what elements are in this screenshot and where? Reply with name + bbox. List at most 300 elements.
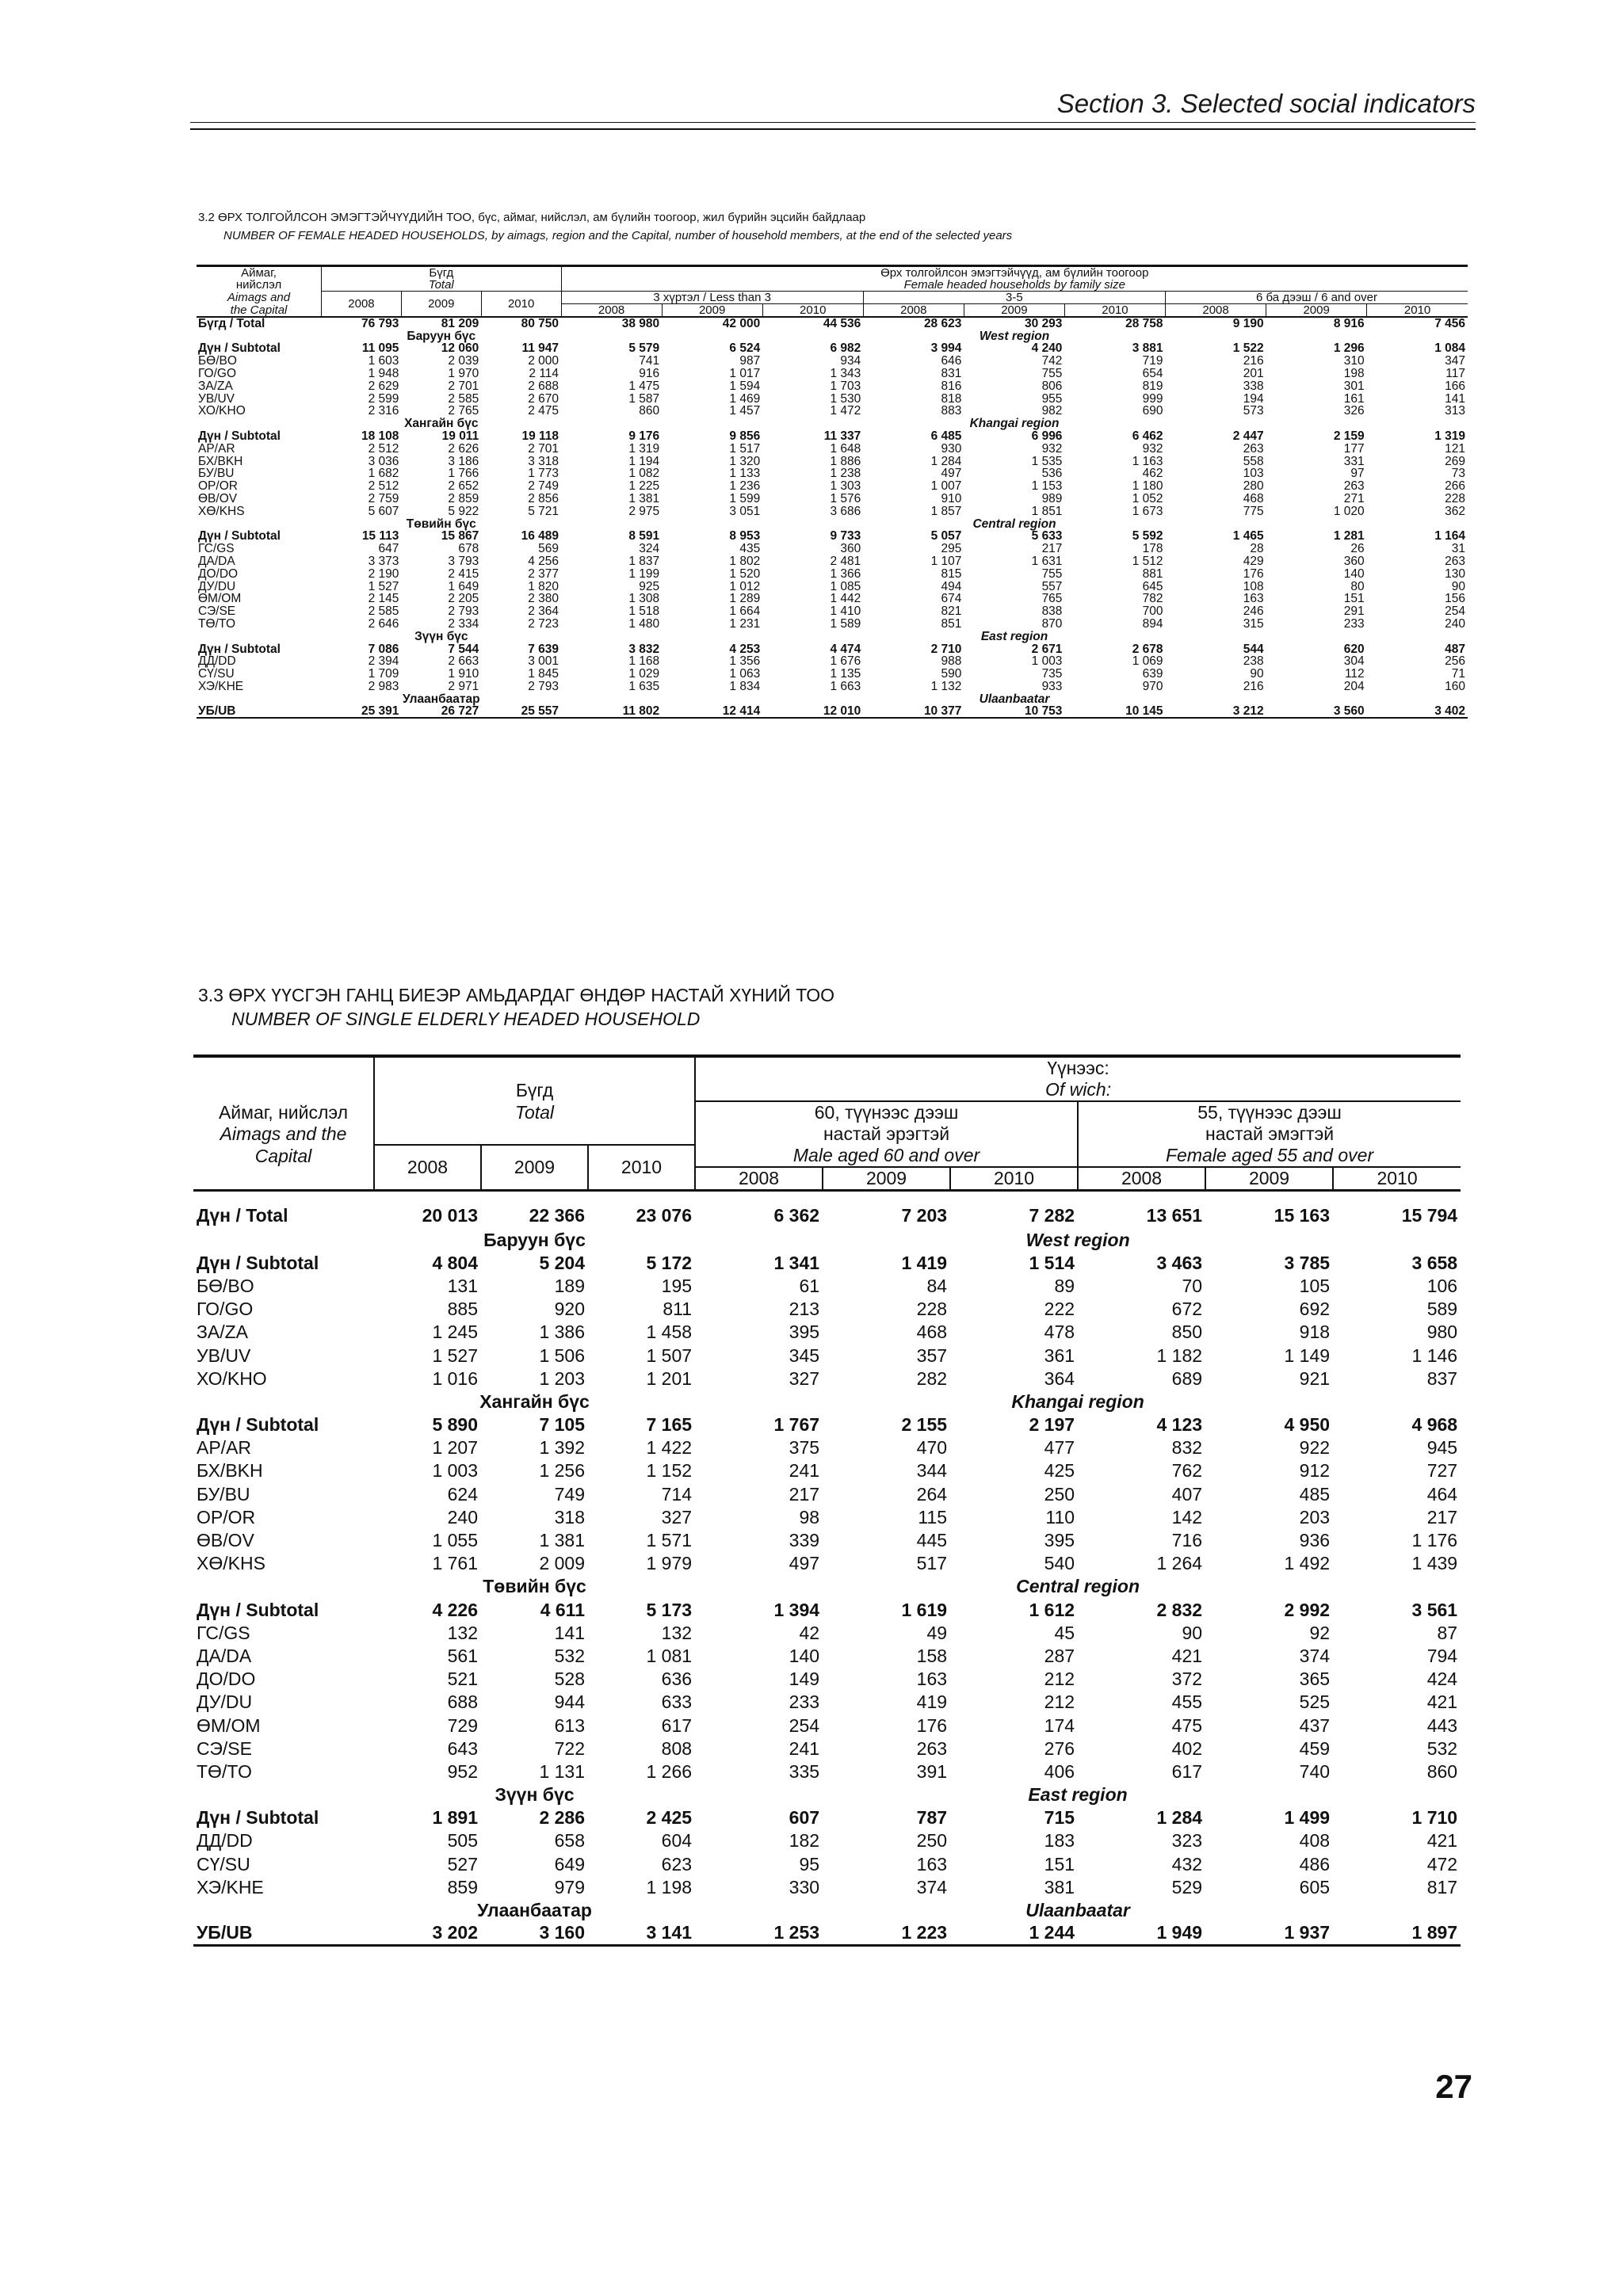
- row-label: Дүн / Subtotal: [198, 429, 281, 443]
- table-cell: 256: [1445, 654, 1465, 669]
- table-cell: 817: [1426, 1876, 1458, 1897]
- header-female-mn-2: настай эмэгтэй: [1078, 1123, 1461, 1145]
- table-cell: 1 003: [1031, 654, 1063, 669]
- table-cell: 4 968: [1411, 1414, 1458, 1436]
- table-cell: 163: [916, 1669, 948, 1690]
- table-cell: 487: [1445, 642, 1465, 656]
- table-cell: 932: [1041, 441, 1063, 456]
- table-cell: 432: [1171, 1853, 1203, 1875]
- table-row: [197, 379, 1468, 392]
- table-cell: 15 867: [441, 529, 479, 543]
- table-cell: 819: [1142, 379, 1163, 393]
- table-cell: 1 069: [1132, 654, 1163, 669]
- table-cell: 2 710: [930, 642, 962, 656]
- table-cell: 678: [458, 542, 479, 556]
- row-label: ТӨ/TO: [197, 1760, 252, 1782]
- table-cell: 11 095: [361, 341, 399, 356]
- header-year: 2008: [1078, 1167, 1205, 1191]
- table-cell: 105: [1299, 1275, 1331, 1296]
- table-cell: 3 785: [1284, 1252, 1331, 1273]
- table-cell: 468: [916, 1322, 948, 1343]
- table-cell: 1 535: [1031, 454, 1063, 468]
- table-cell: 952: [447, 1760, 478, 1782]
- header-female-mn-1: 55, түүнээс дээш: [1078, 1101, 1461, 1123]
- table-cell: 108: [1243, 579, 1264, 593]
- row-label: Бүгд / Total: [197, 317, 322, 330]
- row-label: СЭ/SE: [198, 605, 236, 619]
- table-cell: 182: [789, 1830, 820, 1852]
- region-name-en: Central region: [1016, 1576, 1140, 1597]
- table-cell: 2 155: [901, 1414, 948, 1436]
- row-label: СЭ/SE: [197, 1737, 252, 1759]
- table-cell: 360: [840, 542, 861, 556]
- table-cell: 722: [554, 1737, 585, 1759]
- row-label: Дүн / Subtotal: [198, 529, 281, 543]
- table-cell: 2 671: [1031, 642, 1063, 656]
- table-row: [197, 593, 1468, 605]
- table-cell: 374: [916, 1876, 948, 1897]
- table-cell: 310: [1343, 354, 1365, 368]
- table-cell: 1 631: [1031, 554, 1063, 568]
- table-cell: 330: [789, 1876, 820, 1897]
- table-cell: 1 223: [823, 1922, 950, 1945]
- table-cell: 1 341: [773, 1252, 820, 1273]
- table-cell: 1 180: [1132, 479, 1163, 494]
- table-cell: 38 980: [561, 317, 662, 330]
- table-cell: 1 082: [628, 467, 660, 481]
- table-cell: 636: [661, 1669, 693, 1690]
- table-row: [193, 1506, 1461, 1529]
- table-cell: 729: [447, 1714, 478, 1736]
- table-row: [193, 1413, 1461, 1436]
- table-cell: 672: [1171, 1299, 1203, 1320]
- table-cell: 590: [941, 667, 962, 681]
- table-cell: 1 589: [830, 616, 861, 631]
- row-label: Дүн / Total: [193, 1191, 374, 1229]
- table-row: [193, 1691, 1461, 1714]
- table-cell: 106: [1426, 1275, 1458, 1296]
- row-label: ДД/DD: [198, 654, 236, 669]
- table-row: [193, 1622, 1461, 1645]
- table-cell: 216: [1243, 679, 1264, 693]
- table-cell: 742: [1041, 354, 1063, 368]
- region-header-row: [197, 517, 1468, 530]
- table-cell: 2 205: [448, 592, 479, 606]
- table-row: [193, 1436, 1461, 1459]
- table-cell: 494: [941, 579, 962, 593]
- table-cell: 2 585: [448, 391, 479, 406]
- table-cell: 1 394: [773, 1599, 820, 1620]
- header-aimag-en-2: the Capital: [230, 303, 288, 317]
- table-cell: 364: [1044, 1367, 1075, 1389]
- table-row: [197, 555, 1468, 568]
- table-cell: 1 017: [729, 366, 761, 380]
- table-cell: 749: [554, 1483, 585, 1505]
- table-cell: 8 591: [628, 529, 660, 543]
- table-cell: 497: [941, 467, 962, 481]
- table-cell: 2 286: [539, 1807, 585, 1829]
- table-cell: 1 264: [1156, 1553, 1203, 1574]
- table-cell: 1 857: [930, 504, 962, 518]
- table-cell: 1 135: [830, 667, 861, 681]
- table-cell: 1 366: [830, 566, 861, 581]
- header-year: 2009: [1205, 1167, 1333, 1191]
- table-cell: 1 176: [1411, 1530, 1458, 1551]
- table-cell: 12 414: [662, 705, 762, 718]
- table-cell: 263: [1445, 554, 1465, 568]
- table-cell: 528: [554, 1669, 585, 1690]
- table-cell: 2 316: [368, 404, 399, 418]
- table-cell: 4 950: [1284, 1414, 1331, 1436]
- table-cell: 326: [1343, 404, 1365, 418]
- table-cell: 1 422: [646, 1437, 693, 1459]
- table-cell: 462: [1142, 467, 1163, 481]
- table-cell: 811: [663, 1299, 693, 1320]
- table-cell: 1 164: [1434, 529, 1465, 543]
- row-label: АР/AR: [197, 1437, 252, 1459]
- table-cell: 233: [1343, 616, 1365, 631]
- row-label: СҮ/SU: [198, 667, 235, 681]
- table-cell: 26 727: [401, 705, 481, 718]
- table-cell: 987: [739, 354, 761, 368]
- table-cell: 30 293: [964, 317, 1064, 330]
- table-cell: 140: [1343, 566, 1365, 581]
- table-cell: 4 804: [432, 1252, 478, 1273]
- table-cell: 3 186: [448, 454, 479, 468]
- table-cell: 1 773: [528, 467, 559, 481]
- table-cell: 213: [789, 1299, 820, 1320]
- table-cell: 1 266: [646, 1760, 693, 1782]
- row-label: СҮ/SU: [197, 1853, 250, 1875]
- region-name-en: East region: [980, 629, 1048, 643]
- table-cell: 860: [1426, 1760, 1458, 1782]
- table-cell: 406: [1044, 1760, 1075, 1782]
- table-cell: 1 767: [773, 1414, 820, 1436]
- header-year: 2010: [1367, 304, 1468, 318]
- table-cell: 1 284: [930, 454, 962, 468]
- table-cell: 18 108: [361, 429, 399, 443]
- table-cell: 1 676: [830, 654, 861, 669]
- table-row: [197, 467, 1468, 480]
- table-cell: 10 377: [863, 705, 964, 718]
- header-blank: [374, 1123, 695, 1145]
- table-cell: 2 759: [368, 491, 399, 505]
- row-label: Дүн / Subtotal: [197, 1414, 319, 1436]
- table-cell: 1 244: [950, 1922, 1078, 1945]
- table-cell: 87: [1437, 1622, 1458, 1643]
- table-cell: 178: [1142, 542, 1163, 556]
- table-cell: 850: [1171, 1322, 1203, 1343]
- table-cell: 5 172: [646, 1252, 693, 1273]
- table-cell: 1 153: [1031, 479, 1063, 494]
- table-cell: 715: [1044, 1807, 1075, 1829]
- table-cell: 25 557: [481, 705, 561, 718]
- table-cell: 918: [1299, 1322, 1331, 1343]
- table-cell: 8 953: [729, 529, 761, 543]
- table-cell: 1 016: [432, 1367, 478, 1389]
- table-cell: 6 982: [830, 341, 861, 356]
- table-cell: 1 475: [628, 379, 660, 393]
- table-cell: 112: [1344, 667, 1365, 681]
- row-label: УБ/UB: [197, 705, 322, 718]
- table-row: [197, 342, 1468, 355]
- header-year: 2009: [964, 304, 1064, 318]
- table-row: [193, 1321, 1461, 1344]
- row-label: УВ/UV: [197, 1344, 251, 1366]
- table-cell: 327: [789, 1367, 820, 1389]
- table-cell: 6 462: [1132, 429, 1163, 443]
- row-label: ГС/GS: [197, 1622, 250, 1643]
- table-cell: 740: [1299, 1760, 1331, 1782]
- table-cell: 6 524: [729, 341, 761, 356]
- table-cell: 1 029: [628, 667, 660, 681]
- table-cell: 264: [916, 1483, 948, 1505]
- table-cell: 2 114: [529, 366, 559, 380]
- table-cell: 617: [661, 1714, 693, 1736]
- table-cell: 1 506: [539, 1344, 585, 1366]
- table-cell: 90: [1250, 667, 1264, 681]
- table-cell: 1 131: [539, 1760, 585, 1782]
- table-cell: 419: [916, 1691, 948, 1713]
- table-cell: 28 758: [1064, 317, 1165, 330]
- table-cell: 3 001: [528, 654, 559, 669]
- table-cell: 3 051: [729, 504, 761, 518]
- table-row: [193, 1714, 1461, 1737]
- row-label: БХ/BKH: [197, 1460, 263, 1482]
- table-cell: 1 820: [528, 579, 559, 593]
- table-cell: 345: [789, 1344, 820, 1366]
- table-cell: 787: [916, 1807, 948, 1829]
- table-cell: 735: [1041, 667, 1063, 681]
- table-cell: 1 910: [448, 667, 479, 681]
- header-year: 2009: [823, 1167, 950, 1191]
- table-row: [197, 655, 1468, 668]
- table-cell: 1 392: [539, 1437, 585, 1459]
- table-cell: 540: [1044, 1553, 1075, 1574]
- table-cell: 90: [1182, 1622, 1203, 1643]
- table-cell: 1 308: [628, 592, 660, 606]
- table-cell: 1 458: [646, 1322, 693, 1343]
- table-cell: 3 658: [1411, 1252, 1458, 1273]
- table-cell: 2 009: [539, 1553, 585, 1574]
- table-cell: 1 845: [528, 667, 559, 681]
- table-cell: 782: [1142, 592, 1163, 606]
- row-label: ОР/OR: [198, 479, 238, 494]
- table-row: [197, 355, 1468, 368]
- table-cell: 335: [789, 1760, 820, 1782]
- table-cell: 11 802: [561, 705, 662, 718]
- table-cell: 160: [1445, 679, 1465, 693]
- row-label: Дүн / Subtotal: [197, 1599, 319, 1620]
- header-group-en: Female headed households by family size: [561, 279, 1468, 292]
- table-row: [197, 505, 1468, 517]
- table-cell: 174: [1044, 1714, 1075, 1736]
- table-cell: 156: [1445, 592, 1465, 606]
- region-name-en: Ulaanbaatar: [1025, 1900, 1130, 1921]
- table-cell: 204: [1343, 679, 1365, 693]
- table-cell: 42: [799, 1622, 820, 1643]
- table-cell: 3 881: [1132, 341, 1163, 356]
- header-group-en: Of wich:: [695, 1079, 1461, 1101]
- table-cell: 115: [918, 1506, 948, 1527]
- table-row: [193, 1529, 1461, 1552]
- row-label: БУ/BU: [198, 467, 235, 481]
- header-year: 2008: [561, 304, 662, 318]
- table-cell: 1 207: [432, 1437, 478, 1459]
- table-cell: 49: [926, 1622, 948, 1643]
- header-aimag-en-2: Capital: [254, 1145, 312, 1166]
- table-cell: 1 253: [695, 1922, 823, 1945]
- table-cell: 3 160: [481, 1922, 588, 1945]
- table-cell: 2 377: [528, 566, 559, 581]
- table-cell: 2 688: [528, 379, 559, 393]
- table-cell: 688: [447, 1691, 478, 1713]
- header-rule-thin: [190, 122, 1476, 123]
- table-cell: 2 599: [368, 391, 399, 406]
- table-cell: 2 334: [448, 616, 479, 631]
- header-blank: [374, 1056, 695, 1079]
- table-cell: 1 284: [1156, 1807, 1203, 1829]
- table-cell: 690: [1142, 404, 1163, 418]
- table-cell: 1 149: [1284, 1344, 1331, 1366]
- table-cell: 654: [1142, 366, 1163, 380]
- table-cell: 402: [1171, 1737, 1203, 1759]
- table-cell: 1 133: [729, 467, 761, 481]
- table-cell: 521: [447, 1669, 478, 1690]
- table-cell: 4 253: [729, 642, 761, 656]
- table-cell: 624: [447, 1483, 478, 1505]
- table-row: [197, 405, 1468, 418]
- table-cell: 166: [1445, 379, 1465, 393]
- table-cell: 1 802: [729, 554, 761, 568]
- table-cell: 9 190: [1166, 317, 1266, 330]
- table-cell: 2 793: [528, 679, 559, 693]
- table-cell: 6 485: [930, 429, 962, 443]
- table-cell: 1 709: [368, 667, 399, 681]
- table-cell: 765: [1041, 592, 1063, 606]
- table-cell: 1 289: [729, 592, 761, 606]
- table-cell: 1 766: [448, 467, 479, 481]
- table-cell: 84: [926, 1275, 948, 1296]
- table-row: [193, 1367, 1461, 1390]
- row-label: ДД/DD: [197, 1830, 253, 1852]
- table-cell: 808: [661, 1737, 693, 1759]
- table-cell: 2 859: [448, 491, 479, 505]
- table-cell: 3 560: [1266, 705, 1367, 718]
- table-cell: 1 356: [729, 654, 761, 669]
- header-year: 2010: [1333, 1167, 1461, 1191]
- table-cell: 3 318: [528, 454, 559, 468]
- table-cell: 989: [1041, 491, 1063, 505]
- region-name-en: West region: [979, 329, 1050, 343]
- table-cell: 26: [1350, 542, 1365, 556]
- table-cell: 2 039: [448, 354, 479, 368]
- table-cell: 1 635: [628, 679, 660, 693]
- table-cell: 445: [916, 1530, 948, 1551]
- table-cell: 2 000: [528, 354, 559, 368]
- table-cell: 233: [789, 1691, 820, 1713]
- table-cell: 1 527: [432, 1344, 478, 1366]
- table-cell: 1 063: [729, 667, 761, 681]
- row-label: ӨМ/OM: [198, 592, 242, 606]
- table-cell: 295: [941, 542, 962, 556]
- table-cell: 1 663: [830, 679, 861, 693]
- region-name-en: Ulaanbaatar: [979, 692, 1050, 706]
- region-header-row: [197, 692, 1468, 705]
- table-row: [197, 618, 1468, 631]
- table-cell: 1 245: [432, 1322, 478, 1343]
- table-cell: 3 686: [830, 504, 861, 518]
- table-cell: 1 576: [830, 491, 861, 505]
- table-row: [197, 317, 1468, 330]
- table-row: [197, 543, 1468, 555]
- table-cell: 149: [789, 1669, 820, 1690]
- table-cell: 2 832: [1156, 1599, 1203, 1620]
- table-cell: 339: [789, 1530, 820, 1551]
- header-aimag-mn-1: Аймаг,: [197, 266, 322, 280]
- table-row: [193, 1922, 1461, 1945]
- table-cell: 613: [554, 1714, 585, 1736]
- region-header-row: [193, 1783, 1461, 1806]
- table-cell: 395: [789, 1322, 820, 1343]
- row-label: ХО/KHO: [198, 404, 246, 418]
- table-cell: 250: [916, 1830, 948, 1852]
- table-cell: 421: [1426, 1830, 1458, 1852]
- table-cell: 934: [840, 354, 861, 368]
- header-year: 2008: [695, 1167, 823, 1191]
- table-cell: 73: [1451, 467, 1465, 481]
- region-header-row: [197, 418, 1468, 430]
- row-label: ХӨ/KHS: [198, 504, 245, 518]
- table-row: [193, 1853, 1461, 1876]
- row-label: ДО/DO: [198, 566, 239, 581]
- table-cell: [193, 1390, 374, 1413]
- table-cell: 5 721: [528, 504, 559, 518]
- table-cell: 177: [1343, 441, 1365, 456]
- row-label: УБ/UB: [193, 1922, 374, 1945]
- table-cell: 2 678: [1132, 642, 1163, 656]
- region-name-en: Khangai region: [969, 417, 1060, 431]
- table-cell: 1 007: [930, 479, 962, 494]
- table-cell: 3 832: [628, 642, 660, 656]
- table2-title: 3.3 ӨРХ ҮҮСГЭН ГАНЦ БИЕЭР АМЬДАРДАГ ӨНДӨР НАСТАЙ ХҮНИЙ ТОО: [198, 985, 835, 1005]
- table-cell: 2 364: [528, 605, 559, 619]
- table-cell: 2 701: [448, 379, 479, 393]
- table-cell: 1 937: [1205, 1922, 1333, 1945]
- table-cell: 421: [1171, 1645, 1203, 1666]
- region-name-en: Khangai region: [1011, 1390, 1144, 1412]
- table-row: [197, 643, 1468, 655]
- table-cell: 979: [554, 1876, 585, 1897]
- table-cell: 2 197: [1029, 1414, 1075, 1436]
- header-total-en: Total: [322, 279, 562, 292]
- table-cell: 271: [1343, 491, 1365, 505]
- table-cell: 263: [1343, 479, 1365, 494]
- table-cell: 1 571: [646, 1530, 693, 1551]
- table-cell: 2 701: [528, 441, 559, 456]
- table-cell: 132: [447, 1622, 478, 1643]
- table-cell: 755: [1041, 366, 1063, 380]
- table-cell: 936: [1299, 1530, 1331, 1551]
- table-cell: 1 055: [432, 1530, 478, 1551]
- table-cell: 372: [1171, 1669, 1203, 1690]
- table-cell: 933: [1041, 679, 1063, 693]
- row-label: БӨ/BO: [197, 1275, 254, 1296]
- table-row: [197, 681, 1468, 693]
- row-label: ХО/KHO: [197, 1367, 267, 1389]
- table-cell: 4 256: [528, 554, 559, 568]
- table-cell: 10 753: [964, 705, 1064, 718]
